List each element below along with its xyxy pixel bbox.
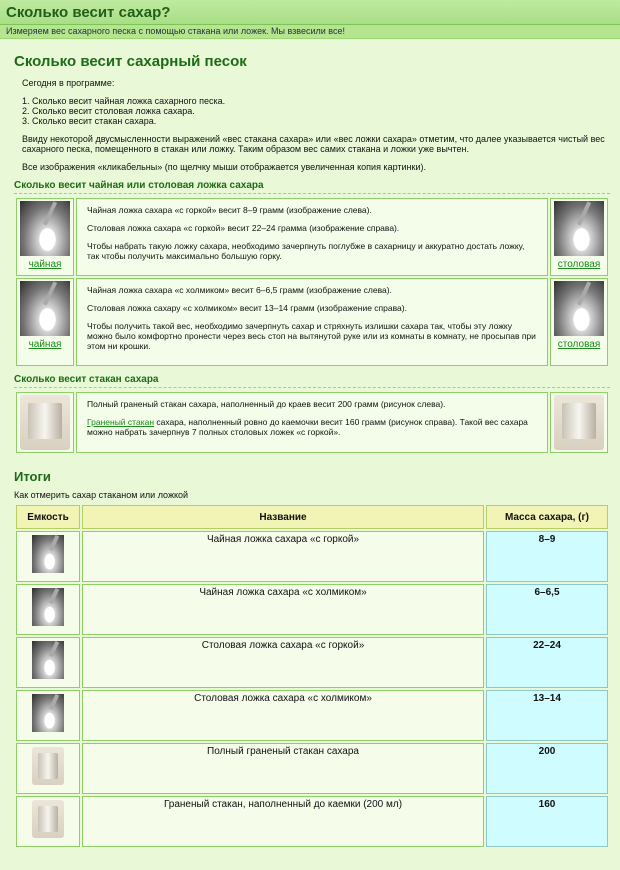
tablespoon-mound-icon[interactable] [32,694,64,732]
header-bar [0,0,620,25]
spoon-description [76,278,548,366]
glass-heading: Сколько весит стакан сахара [14,374,610,388]
rim-glass-text: Граненый стакан сахара, наполненный ровно до каемочки весит 160 грамм (рисунок справа). Такой вес сахара можно набрать зачерпнув 7 полных столовых ложек «с горкой». [87,417,528,437]
row-mass: 160 [486,796,608,847]
col-mass: Масса сахара, (г) [486,505,608,529]
col-name: Название [82,505,484,529]
program-list [22,96,610,126]
spoons-heading: Сколько весит чайная или столовая ложка сахара [14,180,610,194]
row-name: Столовая ложка сахара «с холмиком» [82,690,484,741]
clickable-note: Все изображения «кликабельны» (по щелчку мыши отображается увеличенная копия картинки). [22,162,426,172]
tablespoon-weight-text: Столовая ложка сахару «с холмиком» весит 13–14 грамм (изображение справа). [87,303,407,313]
summary-header-row [16,505,608,529]
row-mass: 6–6,5 [486,584,608,635]
article-content [0,53,620,849]
teaspoon-weight-text: Чайная ложка сахара «с горкой» весит 8–9 грамм (изображение слева). [87,205,372,215]
teaspoon-image-cell[interactable] [16,278,74,366]
faceted-glass-link[interactable]: Граненый стакан [87,417,155,427]
spoon-row-heap [16,198,608,276]
glass-rim-icon[interactable] [32,800,64,838]
row-name: Чайная ложка сахара «с горкой» [82,531,484,582]
teaspoon-image-cell[interactable] [16,198,74,276]
tablespoon-heap-icon[interactable] [32,641,64,679]
intro-text: Сегодня в программе: [22,78,115,88]
list-item: 2. Сколько весит столовая ложка сахара. [22,106,195,116]
table-row [16,531,608,582]
teaspoon-weight-text: Чайная ложка сахара «с холмиком» весит 6–6,5 грамм (изображение слева). [87,285,392,295]
page-subtitle: Измеряем вес сахарного песка с помощью стакана или ложек. Мы взвесили все! [0,25,620,39]
full-glass-icon[interactable] [32,747,64,785]
teaspoon-mound-icon[interactable] [32,588,64,626]
summary-caption: Как отмерить сахар стаканом или ложкой [14,490,189,500]
table-row [16,690,608,741]
list-item: 1. Сколько весит чайная ложка сахарного песка. [22,96,226,106]
row-name: Чайная ложка сахара «с холмиком» [82,584,484,635]
table-row [16,796,608,847]
teaspoon-heap-icon[interactable] [32,535,64,573]
table-row [16,637,608,688]
table-row [16,584,608,635]
row-mass: 13–14 [486,690,608,741]
col-container: Емкость [16,505,80,529]
row-mass: 22–24 [486,637,608,688]
glass-description [76,392,548,453]
full-glass-image[interactable] [20,395,70,450]
tablespoon-image[interactable] [554,201,604,256]
full-glass-image-cell[interactable] [16,392,74,453]
rim-glass-image[interactable] [554,395,604,450]
page-title: Сколько весит сахар? [6,3,171,21]
full-glass-text: Полный граненый стакан сахара, наполненный до краев весит 200 грамм (рисунок слева). [87,399,446,409]
teaspoon-link[interactable]: чайная [28,259,62,270]
row-name: Столовая ложка сахара «с горкой» [82,637,484,688]
instruction-text: Чтобы получить такой вес, необходимо зачерпнуть сахар и стряхнуть излишки сахара так, чтобы эту ложку можно было комфортно пронести через весь стоп на вытянутой руке или из комнаты в комнату, не просыпав при этом ни крошки. [87,321,536,351]
tablespoon-image-cell[interactable] [550,278,608,366]
spoon-row-mound [16,278,608,366]
summary-heading: Итоги [14,469,51,484]
teaspoon-link[interactable]: чайная [28,339,62,350]
tablespoon-link[interactable]: столовая [557,259,601,270]
intro-block [14,78,610,172]
tablespoon-image[interactable] [554,281,604,336]
spoons-table [14,196,610,368]
teaspoon-image[interactable] [20,201,70,256]
tablespoon-weight-text: Столовая ложка сахара «с горкой» весит 22–24 грамма (изображение справа). [87,223,400,233]
row-mass: 200 [486,743,608,794]
tablespoon-link[interactable]: столовая [557,339,601,350]
article-heading: Сколько весит сахарный песок [14,53,247,70]
rim-glass-image-cell[interactable] [550,392,608,453]
row-name: Полный граненый стакан сахара [82,743,484,794]
glass-table [14,390,610,455]
row-mass: 8–9 [486,531,608,582]
row-name: Граненый стакан, наполненный до каемки (200 мл) [82,796,484,847]
clarification-text: Ввиду некоторой двусмысленности выражений «вес стакана сахара» или «вес ложки сахара» отметим, что далее указывается чистый вес сахарного песка, помещенного в стакан или ложку. Таким образом вес самих стакана и ложки уже вычтен. [22,134,605,154]
teaspoon-image[interactable] [20,281,70,336]
list-item: 3. Сколько весит стакан сахара. [22,116,157,126]
table-row [16,743,608,794]
spoon-description [76,198,548,276]
instruction-text: Чтобы набрать такую ложку сахара, необходимо зачерпнуть поглубже в сахарницу и аккуратно достать ложку, так чтобы получить максимально большую горку. [87,241,525,261]
summary-table [14,503,610,849]
tablespoon-image-cell[interactable] [550,198,608,276]
